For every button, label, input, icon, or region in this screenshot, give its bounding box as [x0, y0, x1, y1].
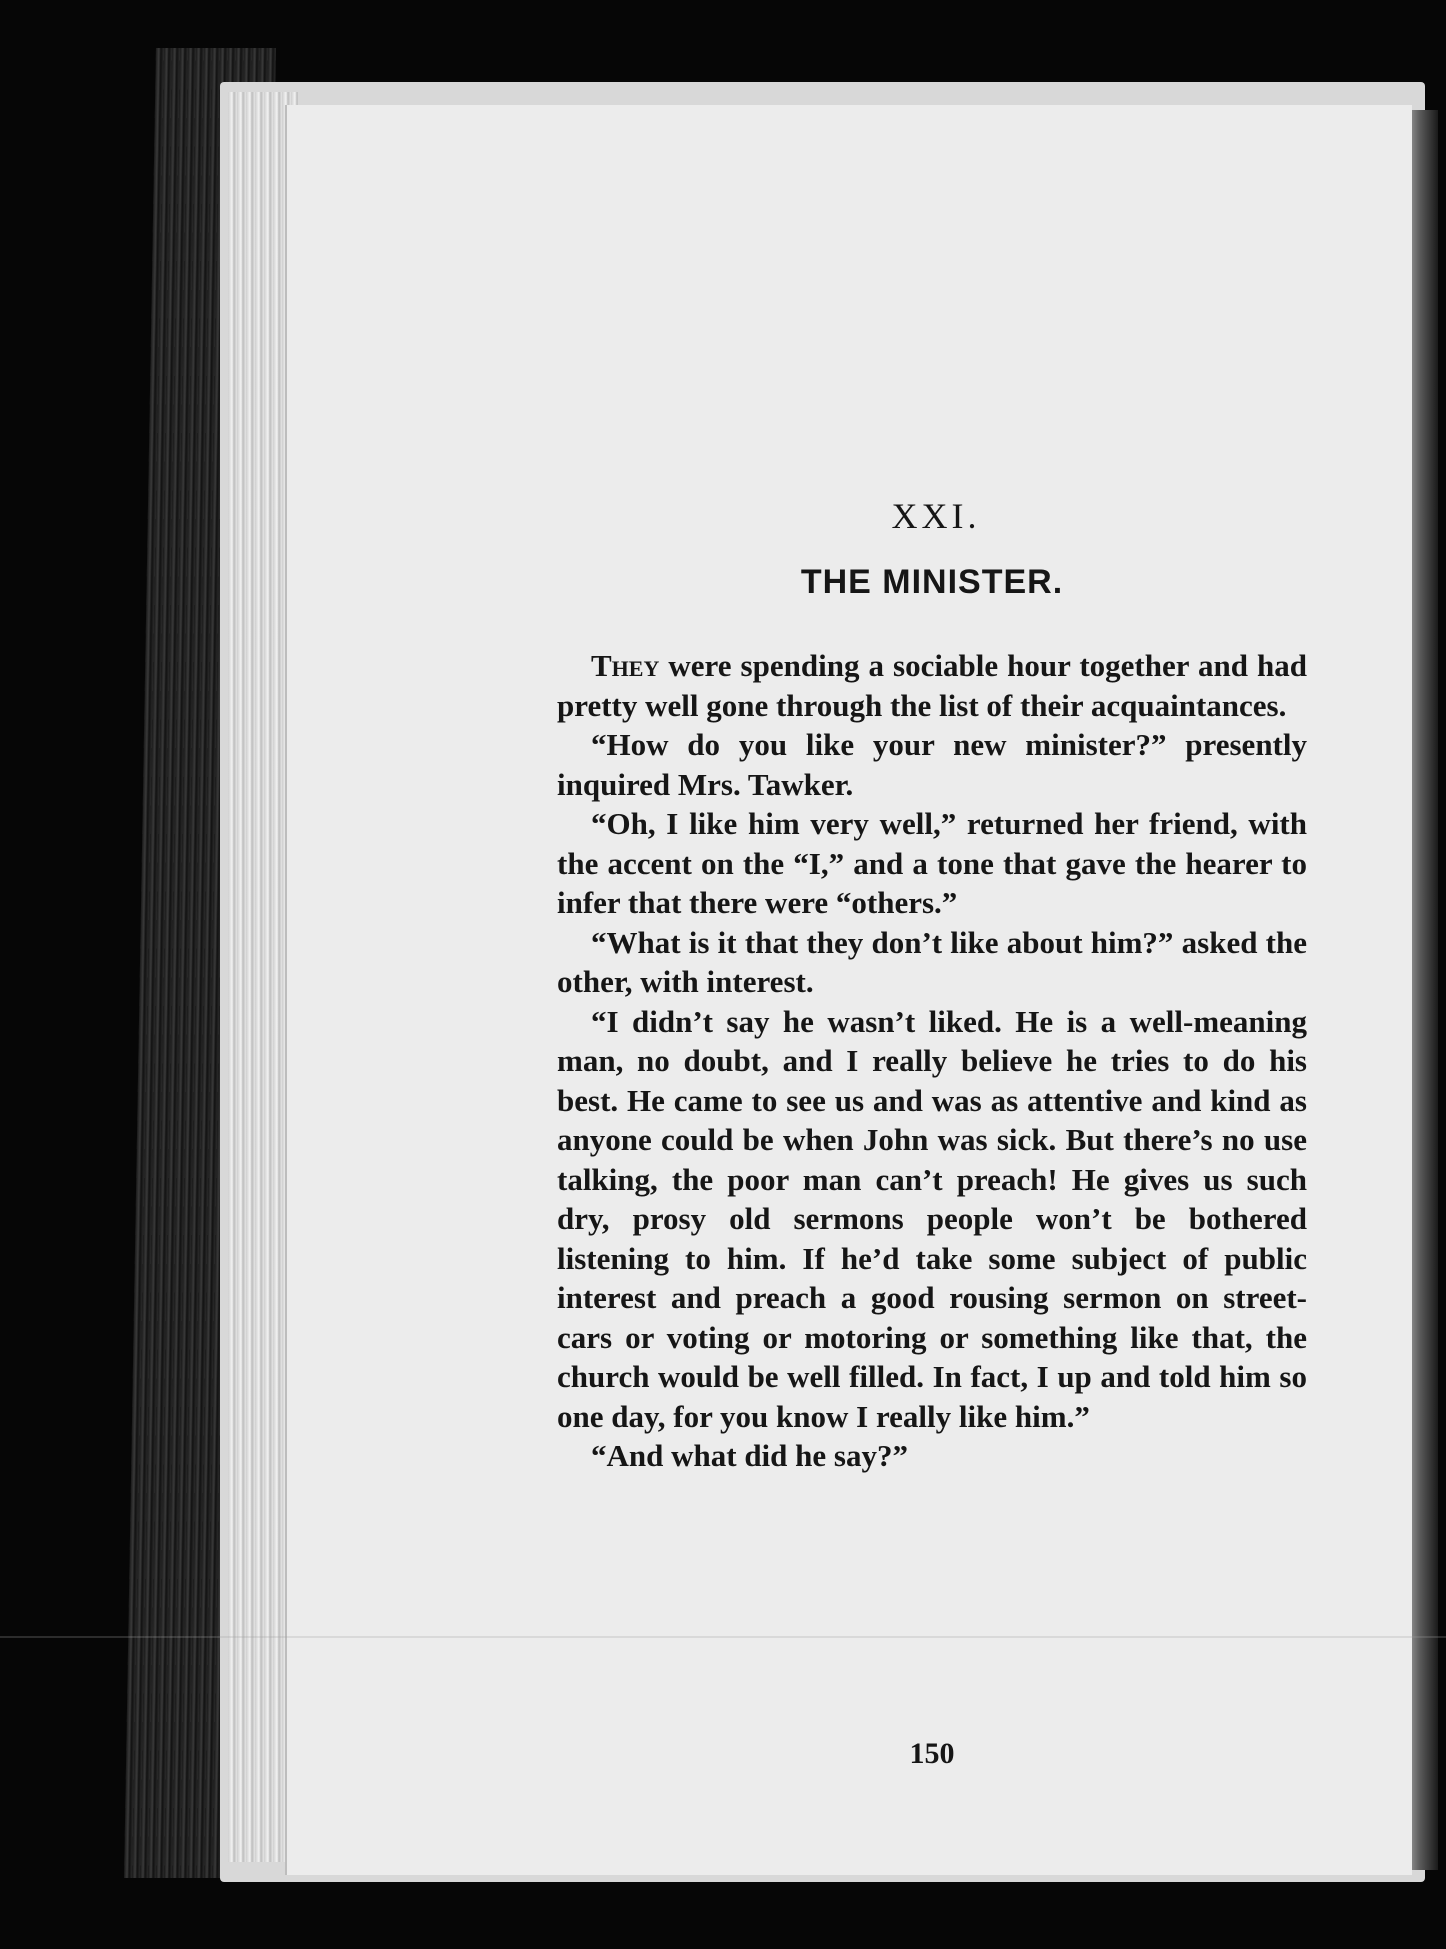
page-right-edge: [1408, 110, 1438, 1870]
book-page: [285, 105, 1412, 1875]
paragraph-1: [557, 646, 1307, 725]
paragraph-4: “What is it that they don’t like about him?” asked the other, with interest.: [557, 924, 1307, 999]
scan-artifact-line: [0, 1636, 1446, 1638]
paragraph-3: “Oh, I like him very well,” returned her friend, with the accent on the “I,” and a tone that gave the hearer to infer that there were “others.”: [557, 806, 1307, 920]
paragraph-2: “How do you like your new minister?” presently inquired Mrs. Tawker.: [557, 727, 1307, 802]
chapter-title: THE MINISTER.: [800, 563, 1064, 601]
paragraph-6: “And what did he say?”: [591, 1438, 908, 1473]
page-content: [557, 495, 1307, 1476]
page-number: 150: [909, 1737, 955, 1770]
paragraph-text: were spending a sociable hour together and had pretty well gone through the list of their acquaintances.: [557, 648, 1307, 723]
chapter-number: XXI.: [891, 496, 981, 536]
paragraph-lead-word: They: [591, 648, 660, 683]
paragraph-5: “I didn’t say he wasn’t liked. He is a well-meaning man, no doubt, and I really believe he tries to do his best. He came to see us and was as attentive and kind as anyone could be when John was sick. But there’s no use talking, the poor man can’t preach! He gives us such dry, prosy old sermons people won’t be bothered listening to him. If he’d take some subject of public interest and preach a good rousing sermon on street-cars or voting or motoring or something like that, the church would be well filled. In fact, I up and told him so one day, for you know I really like him.”: [557, 1003, 1307, 1434]
